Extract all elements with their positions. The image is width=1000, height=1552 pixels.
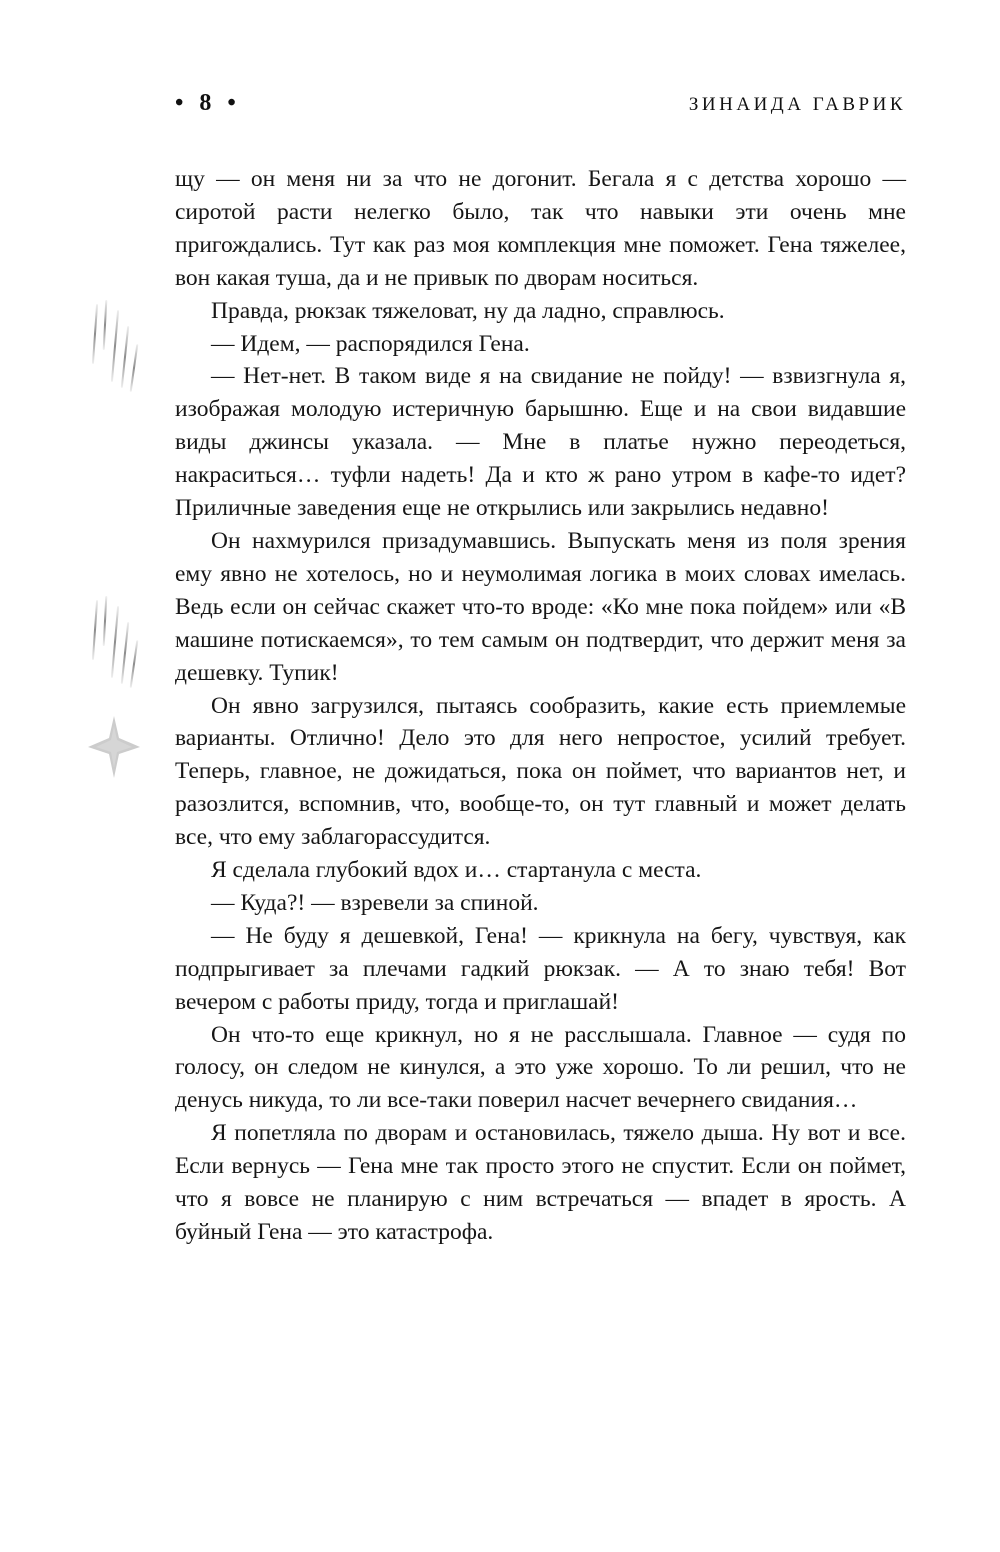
paragraph: Он что-то еще крикнул, но я не расслышала. Главное — судя по голосу, он следом не кинулся, а это уже хорошо. То ли решил, что не денусь никуда, то ли все-таки поверил насчет вечернего свидания…: [175, 1021, 906, 1114]
margin-scratch-marks-top: [90, 300, 142, 400]
page-text: [175, 163, 906, 1249]
paragraph: щу — он меня ни за что не догонит. Бегала я с детства хорошо — сиротой расти нелегко было, так что навыки эти очень мне пригождались. Тут как раз моя комплекция мне поможет. Гена тяжелее, вон какая туша, да и не привык по дворам носиться.: [175, 166, 906, 291]
paragraph: Я сделала глубокий вдох и… стартанула с места.: [211, 857, 702, 884]
paragraph: Правда, рюкзак тяжеловат, ну да ладно, справлюсь.: [211, 297, 725, 324]
page-number: • 8 •: [175, 90, 237, 116]
paragraph: — Не буду я дешевкой, Гена! — крикнула на бегу, чувствуя, как подпрыгивает за плечами гадкий рюкзак. — А то знаю тебя! Вот вечером с работы приду, тогда и приглашай!: [175, 922, 906, 1015]
paragraph: — Куда?! — взревели за спиной.: [211, 889, 539, 916]
paragraph: — Нет-нет. В таком виде я на свидание не пойду! — взвизгнула я, изображая молодую истеричную барышню. Еще и на свои видавшие виды джинсы указала. — Мне в платье нужно переодеться, накраситься… туфли надеть! Да и кто ж рано утром в кафе-то идет? Приличные заведения еще не открылись или закрылись недавно!: [175, 363, 906, 522]
paragraph: Он явно загрузился, пытаясь сообразить, какие есть приемлемые варианты. Отлично! Дело это для него непростое, усилий требует. Теперь, главное, не дожидаться, пока он поймет, что вариантов нет, и разозлится, вспомнив, что, вообще-то, он тут главный и может делать все, что ему заблагорассудится.: [175, 692, 906, 851]
paragraph: Он нахмурился призадумавшись. Выпускать меня из поля зрения ему явно не хотелось, но и неумолимая логика в моих словах имелась. Ведь если он сейчас скажет что-то вроде: «Ко мне пока пойдем» или «В машине потискаемся», то тем самым он подтвердит, что держит меня за дешевку. Тупик!: [175, 527, 906, 686]
paragraph: Я попетляла по дворам и остановилась, тяжело дыша. Ну вот и все. Если вернусь — Гена мне так просто этого не спустит. Если он поймет, что я вовсе не планирую с ним встречаться — впадет в ярость. А буйный Гена — это катастрофа.: [175, 1120, 906, 1245]
paragraph: — Идем, — распорядился Гена.: [211, 330, 530, 357]
running-header-author: ЗИНАИДА ГАВРИК: [688, 94, 906, 115]
sparkle-star-icon: [88, 716, 140, 778]
running-header: [175, 90, 906, 117]
margin-scratch-marks-middle: [90, 596, 142, 696]
